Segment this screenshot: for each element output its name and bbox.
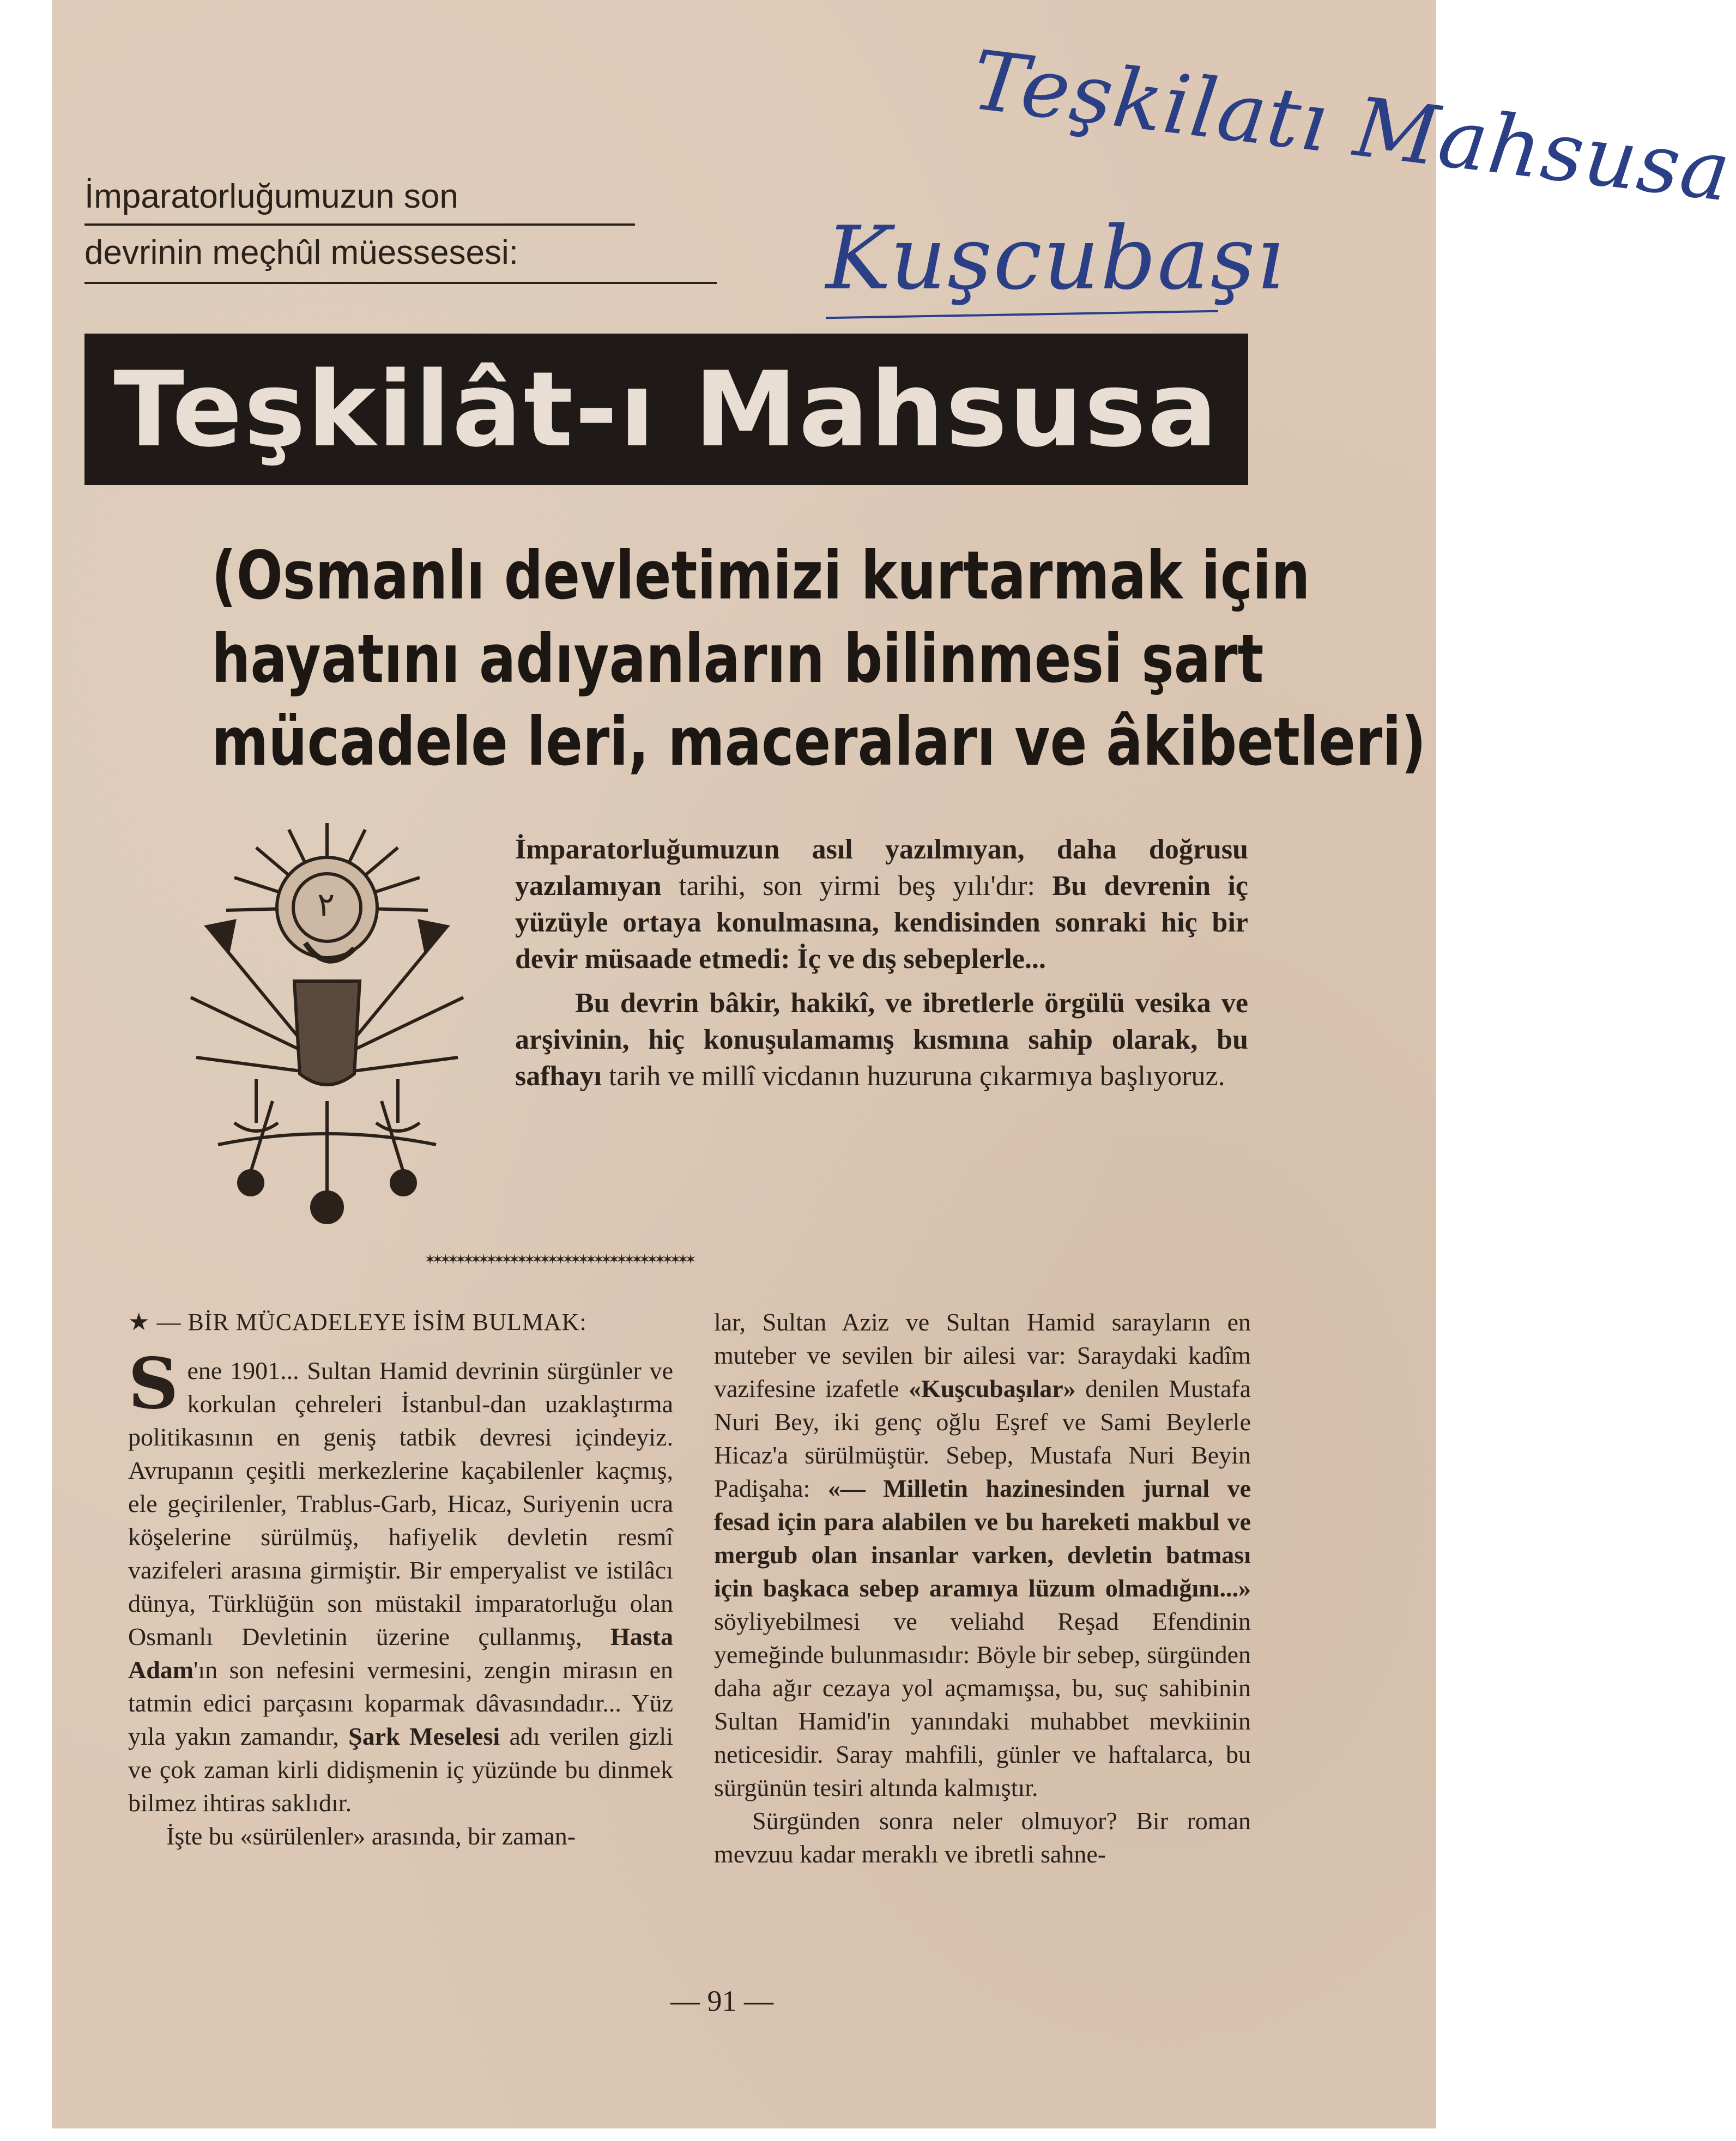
right-paragraph-2: Sürgünden sonra neler olmuyor? Bir roman mevzuu kadar meraklı ve ibretli sahne- bbox=[714, 1807, 1251, 1868]
handwritten-note-kuscubasi: Kuşcubaşı bbox=[826, 207, 1285, 309]
banner-title: Teşkilât-ı Mahsusa bbox=[113, 349, 1219, 470]
kicker-line-2: devrinin meçhûl müessesesi: bbox=[84, 234, 519, 271]
section-heading: ★ — BİR MÜCADELEYE İSİM BULMAK: bbox=[128, 1309, 587, 1335]
left-paragraph-1 bbox=[128, 1343, 673, 1819]
intro-p1-bold-2: Bu devrenin iç yüzüyle ortaya konulmasına, kendisinden sonraki hiç bir devir müsaade etmedi: İç ve dış sebeplerle... bbox=[515, 870, 1249, 975]
left-p1-c: 'ın son nefesini vermesini, zengin mirasın en tatmin edici parçasını koparmak dâvasındadır... Yüz yıla yakın zamandır, bbox=[128, 1656, 673, 1750]
right-p1-c: denilen Mustafa Nuri Bey, iki genç oğlu Eşref ve Sami Beylerle Hicaz'a sürülmüştür. Sebep, Mustafa Nuri Beyin Padişaha: bbox=[714, 1375, 1251, 1502]
intro-paragraph-2 bbox=[515, 985, 1248, 1094]
left-paragraph-2: İşte bu «sürülenler» arasında, bir zaman- bbox=[166, 1822, 576, 1850]
drop-cap: S bbox=[128, 1343, 179, 1425]
title-banner bbox=[84, 334, 1248, 485]
left-p1-bold-1: Hasta Adam bbox=[128, 1623, 673, 1684]
page-number: — 91 — bbox=[670, 1985, 773, 2017]
kicker-rule-1 bbox=[84, 223, 635, 226]
intro-p2-rest: tarih ve millî vicdanın huzuruna çıkarmıya başlıyoruz. bbox=[601, 1061, 1225, 1092]
kicker-line-1: İmparatorluğumuzun son bbox=[84, 178, 458, 215]
right-p1-bold-2: «— Milletin hazinesinden jurnal ve fesad için para alabilen ve bu hareketi makbul ve mergub olan insanlar varken, devletin batması için başkaca sebep aramıya lüzum olmadığını...» bbox=[714, 1474, 1251, 1602]
intro-p2-bold: Bu devrin bâkir, hakikî, ve ibretlerle örgülü vesika ve arşivinin, hiç konuşulamamış kısmına sahip olarak, bu safhayı bbox=[515, 988, 1248, 1092]
intro-text bbox=[515, 831, 1248, 1094]
left-p1-d: adı verilen gizli ve çok zaman kirli didişmenin iç yüzünde bu dinmek bilmez ihtiras saklıdır. bbox=[128, 1722, 673, 1817]
subtitle-line-3: mücadele leri, maceraları ve âkibetleri) bbox=[211, 703, 1426, 781]
right-p1-d: söyliyebilmesi ve veliahd Reşad Efendinin yemeğinde bulunmasıdır: Böyle bir sebep, sürgünden daha ağır cezaya yol açmamışsa, bu, suç sahibinin Sultan Hamid'in yanındaki muhabbet mevkiinin neticesidir. Saray mahfili, günler ve haftalarca, bu sürgünün tesiri altında kalmıştır. bbox=[714, 1607, 1251, 1801]
article-column-left bbox=[128, 1305, 673, 1853]
intro-p1-rest: tarihi, son yirmi beş yılı'dır: bbox=[661, 870, 1035, 902]
right-p1-bold-1: «Kuşcubaşılar» bbox=[908, 1375, 1076, 1402]
ottoman-coat-of-arms-icon bbox=[174, 818, 480, 1232]
subtitle-line-2: hayatını adıyanların bilinmesi şart bbox=[211, 620, 1264, 698]
intro-paragraph-1 bbox=[515, 831, 1248, 977]
left-p1-a: ene 1901... Sultan Hamid devrinin sürgünler ve korkulan çehreleri İstanbul-dan uzaklaştırma politikasının en geniş tatbik devresi içindeyiz. Avrupanın çeşitli merkezlerine kaçabilenler kaçmış, ele geçirilenler, Trablus-Garb, Hicaz, Suriyenin ucra köşelerine sürülmüş, hafiyelik devletin resmî vazifeleri arasına girmiştir. Bir emperyalist ve istilâcı dünya, Türklüğün son müstakil imparatorluğu olan Osmanlı Devletinin üzerine çullanmış, bbox=[128, 1357, 673, 1650]
right-paragraph-1 bbox=[714, 1305, 1251, 1804]
handwritten-note-top: Teşkilatı Mahsusa bbox=[967, 33, 1736, 220]
tughra-glyph: ٢ bbox=[317, 886, 335, 924]
article-column-right bbox=[714, 1305, 1251, 1871]
intro-p1-bold: İmparatorluğumuzun asıl yazılmıyan, daha doğrusu yazılamıyan bbox=[515, 834, 1248, 902]
handwritten-underline bbox=[826, 310, 1218, 319]
subtitle-line-1: (Osmanlı devletimizi kurtarmak için bbox=[211, 537, 1310, 614]
left-p1-bold-2: Şark Meselesi bbox=[348, 1722, 500, 1750]
kicker-rule-2 bbox=[84, 282, 717, 284]
star-divider: ✶✶✶✶✶✶✶✶✶✶✶✶✶✶✶✶✶✶✶✶✶✶✶✶✶✶✶✶✶✶✶✶✶✶✶ bbox=[425, 1249, 694, 1268]
right-p1-a: lar, Sultan Aziz ve Sultan Hamid sarayların en muteber ve sevilen bir ailesi var: Saraydaki kadîm vazifesine izafetle bbox=[714, 1308, 1251, 1402]
